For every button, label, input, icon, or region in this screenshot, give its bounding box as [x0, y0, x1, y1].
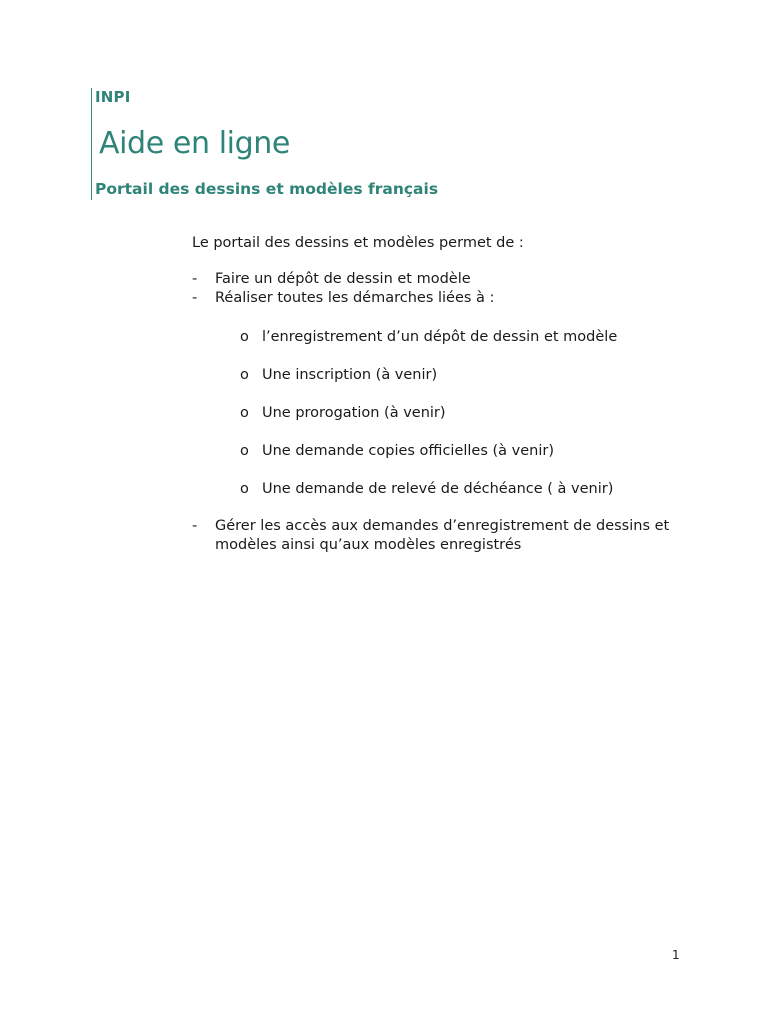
dash-bullet: - — [192, 271, 198, 287]
document-header — [91, 88, 691, 200]
intro-paragraph: Le portail des dessins et modèles permet de : — [192, 235, 524, 251]
brand-label: INPI — [95, 88, 131, 106]
sub-list-item-text: Une demande copies officielles (à venir) — [262, 443, 554, 459]
list-item-text: Faire un dépôt de dessin et modèle — [215, 271, 471, 287]
sub-list-item-text: Une prorogation (à venir) — [262, 405, 446, 421]
circle-bullet: o — [240, 481, 249, 497]
dash-bullet: - — [192, 518, 198, 534]
page-number: 1 — [672, 948, 680, 962]
page-subtitle: Portail des dessins et modèles français — [95, 180, 439, 198]
sub-list-item-text: Une demande de relevé de déchéance ( à venir) — [262, 481, 614, 497]
header-vertical-rule — [91, 88, 92, 200]
page-title: Aide en ligne — [99, 126, 290, 161]
dash-bullet: - — [192, 290, 198, 306]
circle-bullet: o — [240, 329, 249, 345]
list-item-text: Gérer les accès aux demandes d’enregistrement de dessins et modèles ainsi qu’aux modèles enregistrés — [215, 518, 670, 553]
circle-bullet: o — [240, 405, 249, 421]
circle-bullet: o — [240, 367, 249, 383]
list-item-text: Réaliser toutes les démarches liées à : — [215, 290, 495, 306]
sub-list-item-text: Une inscription (à venir) — [262, 367, 438, 383]
circle-bullet: o — [240, 443, 249, 459]
sub-list-item-text: l’enregistrement d’un dépôt de dessin et modèle — [262, 329, 618, 345]
